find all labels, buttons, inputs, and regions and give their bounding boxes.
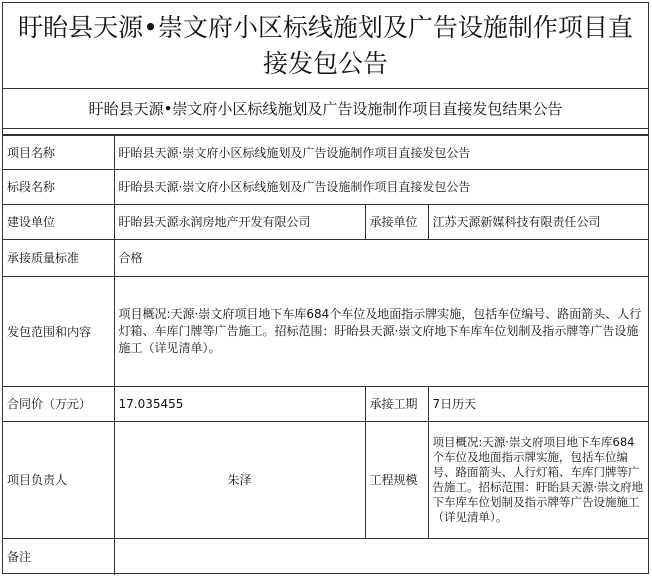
table-row (3, 205, 648, 240)
table-row (3, 539, 648, 575)
duration-label: 承接工期 (365, 387, 428, 422)
remarks-label: 备注 (3, 539, 114, 575)
project-name-value: 盱眙县天源·崇文府小区标线施划及广告设施制作项目直接发包公告 (114, 136, 648, 170)
scope-value: 项目概况:天源·崇文府项目地下车库684个车位及地面指示牌实施，包括车位编号、路面箭头、人行灯箱、车库门牌等广告施工。招标范围：盱眙县天源·崇文府地下车库车位划制及指示牌等广告设施施工（详见清单）。 (114, 277, 648, 387)
section-name-label: 标段名称 (3, 170, 114, 205)
table-row (3, 240, 648, 277)
contract-price-label: 合同价（万元） (3, 387, 114, 422)
builder-value: 盱眙县天源永润房地产开发有限公司 (114, 205, 365, 240)
table-row (3, 136, 648, 170)
table-row (3, 422, 648, 539)
table-row (3, 170, 648, 205)
quality-value: 合格 (114, 240, 648, 277)
table-row (3, 277, 648, 387)
table-row (3, 387, 648, 422)
project-name-label: 项目名称 (3, 136, 114, 170)
builder-label: 建设单位 (3, 205, 114, 240)
scope-label: 发包范围和内容 (3, 277, 114, 387)
announcement-document (2, 2, 649, 574)
contractor-label: 承接单位 (365, 205, 428, 240)
remarks-value (114, 539, 648, 575)
manager-label: 项目负责人 (3, 422, 114, 539)
result-subtitle: 盱眙县天源•崇文府小区标线施划及广告设施制作项目直接发包结果公告 (3, 89, 648, 129)
manager-value: 朱泽 (114, 422, 365, 539)
announcement-table (3, 135, 648, 575)
duration-value: 7日历天 (428, 387, 648, 422)
quality-label: 承接质量标准 (3, 240, 114, 277)
page-title: 盱眙县天源•崇文府小区标线施划及广告设施制作项目直接发包公告 (3, 3, 648, 89)
contractor-value: 江苏天源新媒科技有限责任公司 (428, 205, 648, 240)
contract-price-value: 17.035455 (114, 387, 365, 422)
scale-label: 工程规模 (365, 422, 428, 539)
scale-value: 项目概况:天源·崇文府项目地下车库684个车位及地面指示牌实施，包括车位编号、路面箭头、人行灯箱、车库门牌等广告施工。招标范围：盱眙县天源·崇文府地下车库车位划制及指示牌等广告设施施工（详见清单）。 (428, 422, 648, 539)
section-name-value: 盱眙县天源·崇文府小区标线施划及广告设施制作项目直接发包公告 (114, 170, 648, 205)
